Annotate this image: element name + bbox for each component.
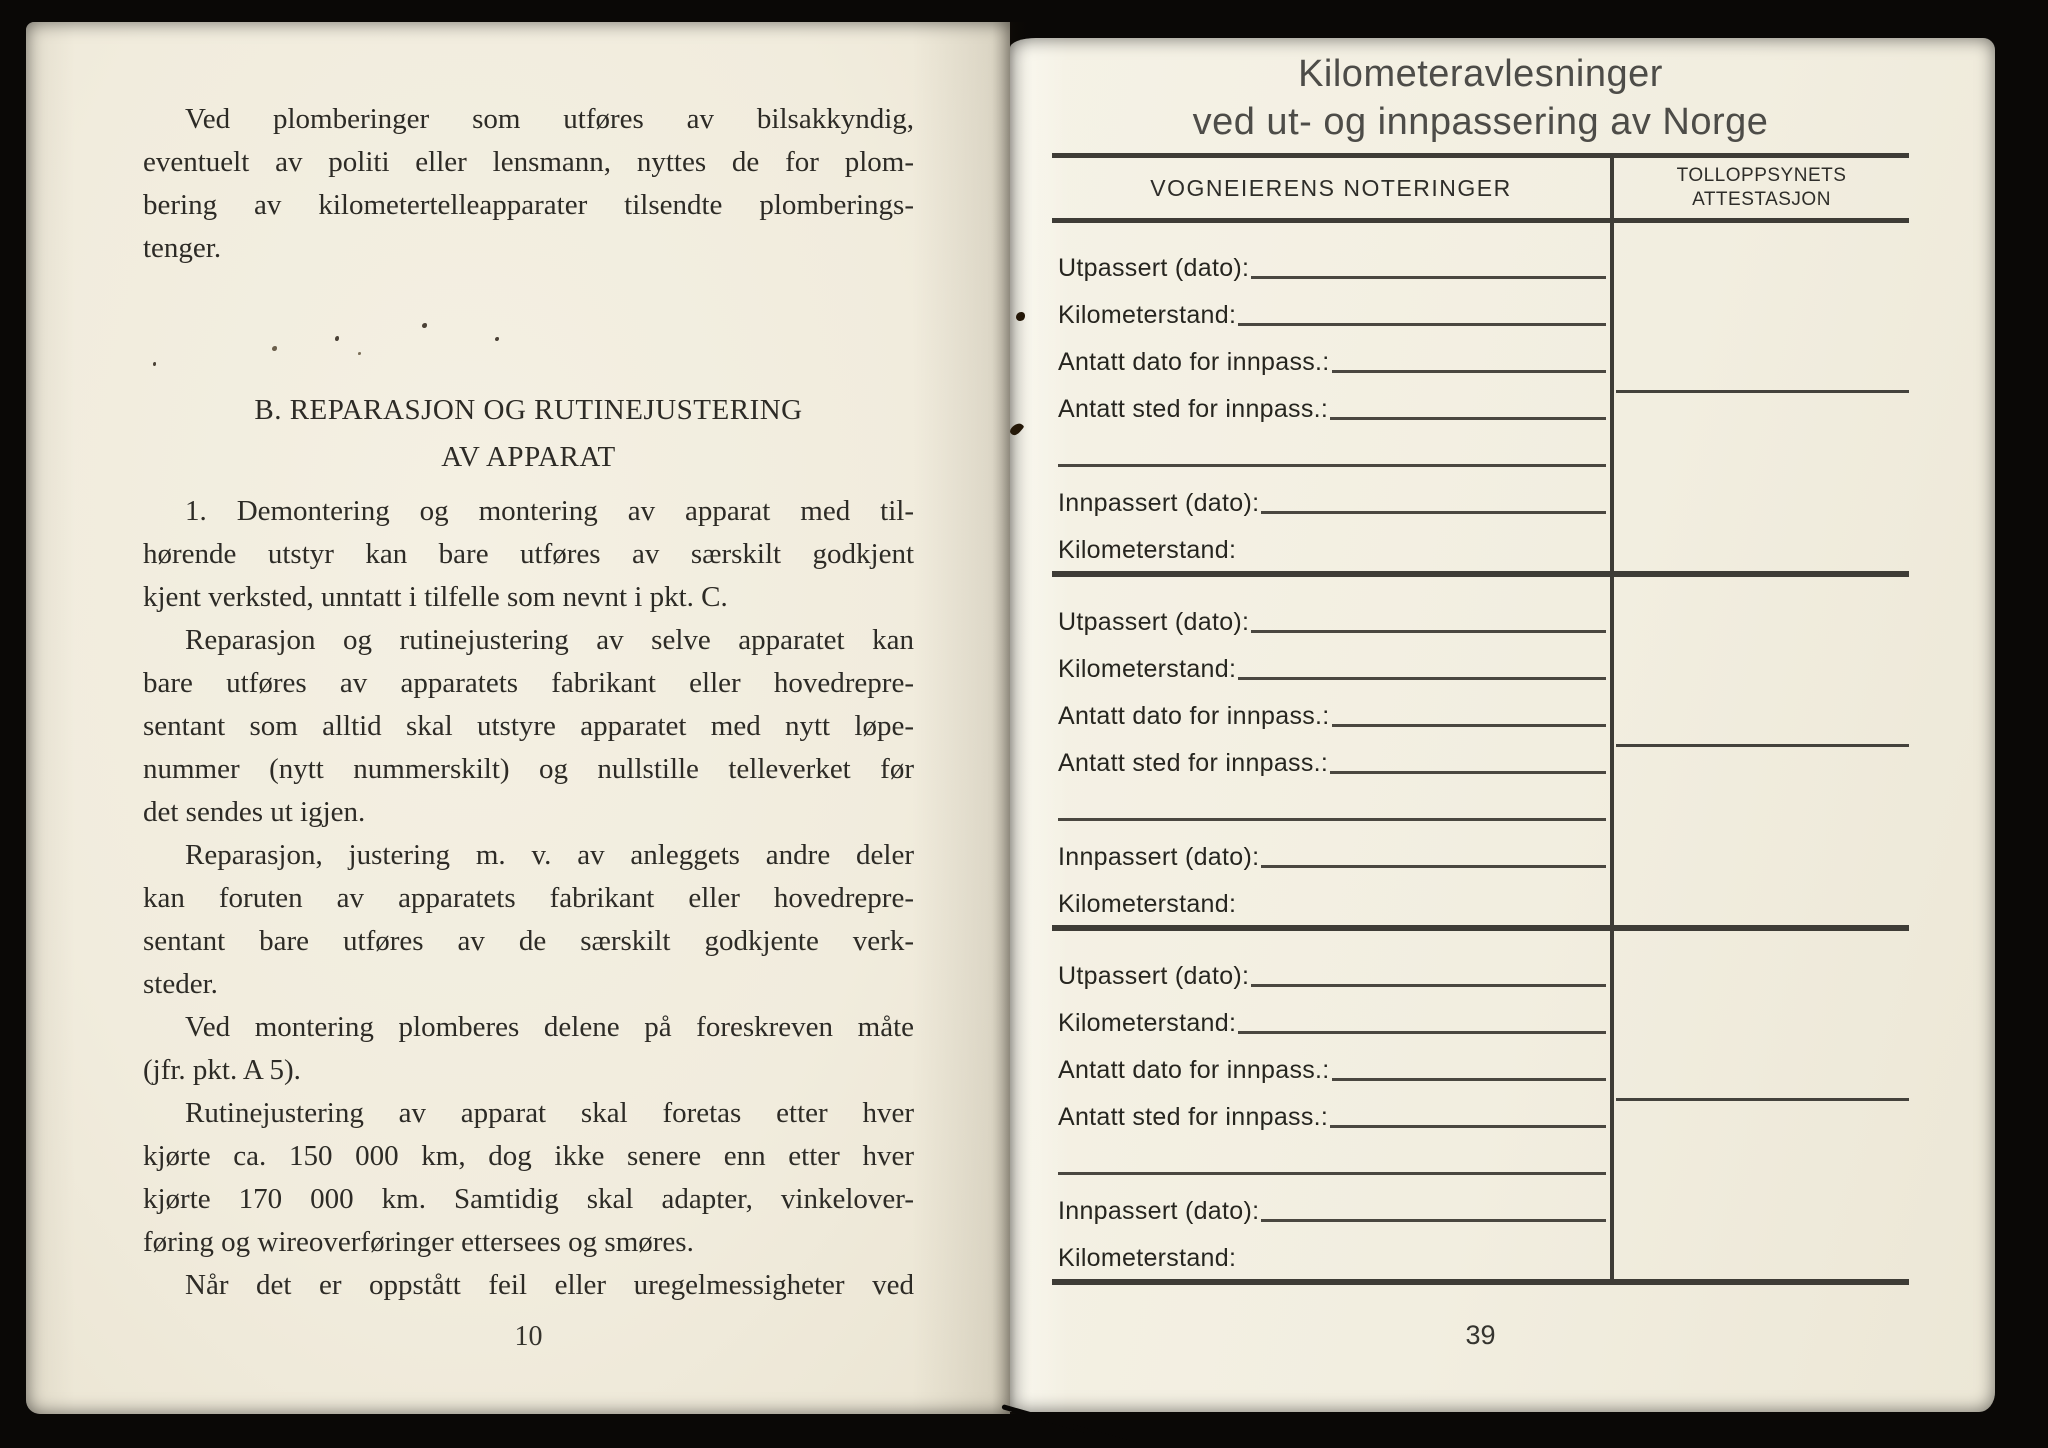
left-page-text-block bbox=[143, 22, 914, 1358]
section-heading-line2: AV APPARAT bbox=[441, 441, 616, 473]
intro-paragraph bbox=[143, 98, 914, 270]
write-in-line bbox=[1058, 1172, 1606, 1175]
section-heading-line1: B. REPARASJON OG RUTINEJUSTERING bbox=[254, 394, 803, 426]
attestation-signature-line bbox=[1616, 390, 1909, 393]
form-field-row bbox=[1058, 1178, 1610, 1225]
text-line: føring og wireoverføringer ettersees og smøres. bbox=[143, 1226, 694, 1258]
text-line: eventuelt av politi eller lensmann, nyttes de for plom- bbox=[143, 146, 914, 178]
write-in-line bbox=[1261, 865, 1606, 868]
text-line: det sendes ut igjen. bbox=[143, 796, 366, 828]
form-field-row bbox=[1058, 730, 1610, 777]
attestation-signature-line bbox=[1616, 1098, 1909, 1101]
field-label: Antatt sted for innpass.: bbox=[1058, 749, 1329, 777]
form-field-row bbox=[1058, 871, 1610, 918]
write-in-line bbox=[1058, 818, 1606, 821]
write-in-line bbox=[1251, 984, 1606, 987]
header-customs-line1: TOLLOPPSYNETS bbox=[1676, 165, 1847, 186]
form-field-row bbox=[1058, 329, 1610, 376]
text-line: tenger. bbox=[143, 232, 222, 264]
field-label: Antatt dato for innpass.: bbox=[1058, 1056, 1330, 1084]
form-title-line1: Kilometeravlesninger bbox=[1298, 53, 1663, 95]
field-label: Kilometerstand: bbox=[1058, 301, 1237, 329]
form-field-row bbox=[1058, 636, 1610, 683]
attestation-cell bbox=[1610, 577, 1909, 925]
field-label: Antatt dato for innpass.: bbox=[1058, 702, 1330, 730]
right-page bbox=[1010, 38, 1995, 1412]
write-in-line bbox=[1261, 1219, 1606, 1222]
field-label: Kilometerstand: bbox=[1058, 655, 1237, 683]
text-line: bering av kilometertelleapparater tilsendte plomberings- bbox=[143, 189, 914, 221]
table-header-row bbox=[1052, 158, 1909, 223]
form-field-row bbox=[1058, 824, 1610, 871]
form-field-row bbox=[1058, 990, 1610, 1037]
field-label: Innpassert (dato): bbox=[1058, 843, 1260, 871]
field-label: Utpassert (dato): bbox=[1058, 608, 1250, 636]
form-title-line2: ved ut- og innpassering av Norge bbox=[1192, 101, 1769, 143]
blank-write-line-row bbox=[1058, 1131, 1610, 1178]
write-in-line bbox=[1251, 630, 1606, 633]
write-in-line bbox=[1330, 1125, 1606, 1128]
form-field-row bbox=[1058, 589, 1610, 636]
form-field-row bbox=[1058, 1037, 1610, 1084]
text-line: Ved montering plomberes delene på foreskreven måte bbox=[185, 1011, 914, 1043]
write-in-line bbox=[1330, 771, 1606, 774]
text-line: steder. bbox=[143, 968, 218, 1000]
text-line: kan foruten av apparatets fabrikant eller hovedrepre- bbox=[143, 882, 914, 914]
form-field-row bbox=[1058, 376, 1610, 423]
write-in-line bbox=[1330, 417, 1606, 420]
write-in-line bbox=[1251, 276, 1606, 279]
section-gap bbox=[143, 270, 914, 387]
heading-gap bbox=[143, 481, 914, 490]
header-owner-notes: VOGNEIERENS NOTERINGER bbox=[1150, 174, 1512, 201]
write-in-line bbox=[1238, 1031, 1606, 1034]
text-line: (jfr. pkt. A 5). bbox=[143, 1054, 301, 1086]
text-line: Rutinejustering av apparat skal foretas etter hver bbox=[185, 1097, 914, 1129]
text-line: Ved plomberinger som utføres av bilsakkyndig, bbox=[185, 103, 914, 135]
field-label: Kilometerstand: bbox=[1058, 1009, 1237, 1037]
field-label: Kilometerstand: bbox=[1058, 890, 1237, 918]
form-block bbox=[1052, 571, 1909, 925]
form-field-row bbox=[1058, 517, 1610, 564]
text-line: kjørte 170 000 km. Samtidig skal adapter, vinkelover- bbox=[143, 1183, 914, 1215]
text-line: nummer (nytt nummerskilt) og nullstille telleverket før bbox=[143, 753, 914, 785]
text-line: kjent verksted, unntatt i tilfelle som nevnt i pkt. C. bbox=[143, 581, 728, 613]
write-in-line bbox=[1332, 1078, 1606, 1081]
form-block bbox=[1052, 223, 1909, 571]
page-number-right: 39 bbox=[1465, 1320, 1496, 1350]
field-label: Antatt dato for innpass.: bbox=[1058, 348, 1330, 376]
text-line: Reparasjon og rutinejustering av selve apparatet kan bbox=[185, 624, 914, 656]
form-field-row bbox=[1058, 943, 1610, 990]
book-gutter-shadow bbox=[992, 22, 1032, 1414]
write-in-line bbox=[1332, 724, 1606, 727]
form-blocks bbox=[1052, 223, 1909, 1279]
form-title bbox=[1052, 50, 1909, 146]
left-page bbox=[26, 22, 1010, 1414]
section-heading bbox=[143, 387, 914, 481]
text-line: sentant bare utføres av de særskilt godkjente verk- bbox=[143, 925, 914, 957]
attestation-signature-line bbox=[1616, 744, 1909, 747]
attestation-cell bbox=[1610, 223, 1909, 571]
field-label: Kilometerstand: bbox=[1058, 536, 1237, 564]
field-label: Kilometerstand: bbox=[1058, 1244, 1237, 1272]
field-label: Antatt sted for innpass.: bbox=[1058, 395, 1329, 423]
write-in-line bbox=[1238, 677, 1606, 680]
field-label: Innpassert (dato): bbox=[1058, 489, 1260, 517]
page-number-left: 10 bbox=[514, 1321, 543, 1352]
write-in-line bbox=[1058, 464, 1606, 467]
form-block-fields bbox=[1052, 223, 1610, 571]
text-line: Reparasjon, justering m. v. av anleggets andre deler bbox=[185, 839, 914, 871]
header-customs-line2: ATTESTASJON bbox=[1692, 189, 1831, 210]
text-line: hørende utstyr kan bare utføres av særskilt godkjent bbox=[143, 538, 914, 570]
write-in-line bbox=[1261, 511, 1606, 514]
text-line: Når det er oppstått feil eller uregelmessigheter ved bbox=[185, 1269, 914, 1301]
write-in-line bbox=[1332, 370, 1606, 373]
form-block-fields bbox=[1052, 931, 1610, 1279]
form-field-row bbox=[1058, 1225, 1610, 1272]
form-field-row bbox=[1058, 235, 1610, 282]
form-field-row bbox=[1058, 683, 1610, 730]
kilometer-form-table bbox=[1052, 153, 1909, 1285]
text-line: kjørte ca. 150 000 km, dog ikke senere enn etter hver bbox=[143, 1140, 914, 1172]
field-label: Antatt sted for innpass.: bbox=[1058, 1103, 1329, 1131]
text-line: bare utføres av apparatets fabrikant eller hovedrepre- bbox=[143, 667, 914, 699]
header-customs-attestation bbox=[1610, 158, 1909, 218]
field-label: Utpassert (dato): bbox=[1058, 962, 1250, 990]
blank-write-line-row bbox=[1058, 423, 1610, 470]
blank-write-line-row bbox=[1058, 777, 1610, 824]
form-field-row bbox=[1058, 470, 1610, 517]
form-field-row bbox=[1058, 1084, 1610, 1131]
field-label: Innpassert (dato): bbox=[1058, 1197, 1260, 1225]
form-block bbox=[1052, 925, 1909, 1279]
text-line: sentant som alltid skal utstyre apparatet med nytt løpe- bbox=[143, 710, 914, 742]
write-in-line bbox=[1238, 323, 1606, 326]
attestation-cell bbox=[1610, 931, 1909, 1279]
text-line: 1. Demontering og montering av apparat med til- bbox=[185, 495, 914, 527]
body-paragraphs bbox=[143, 490, 914, 1307]
field-label: Utpassert (dato): bbox=[1058, 254, 1250, 282]
form-field-row bbox=[1058, 282, 1610, 329]
form-block-fields bbox=[1052, 577, 1610, 925]
